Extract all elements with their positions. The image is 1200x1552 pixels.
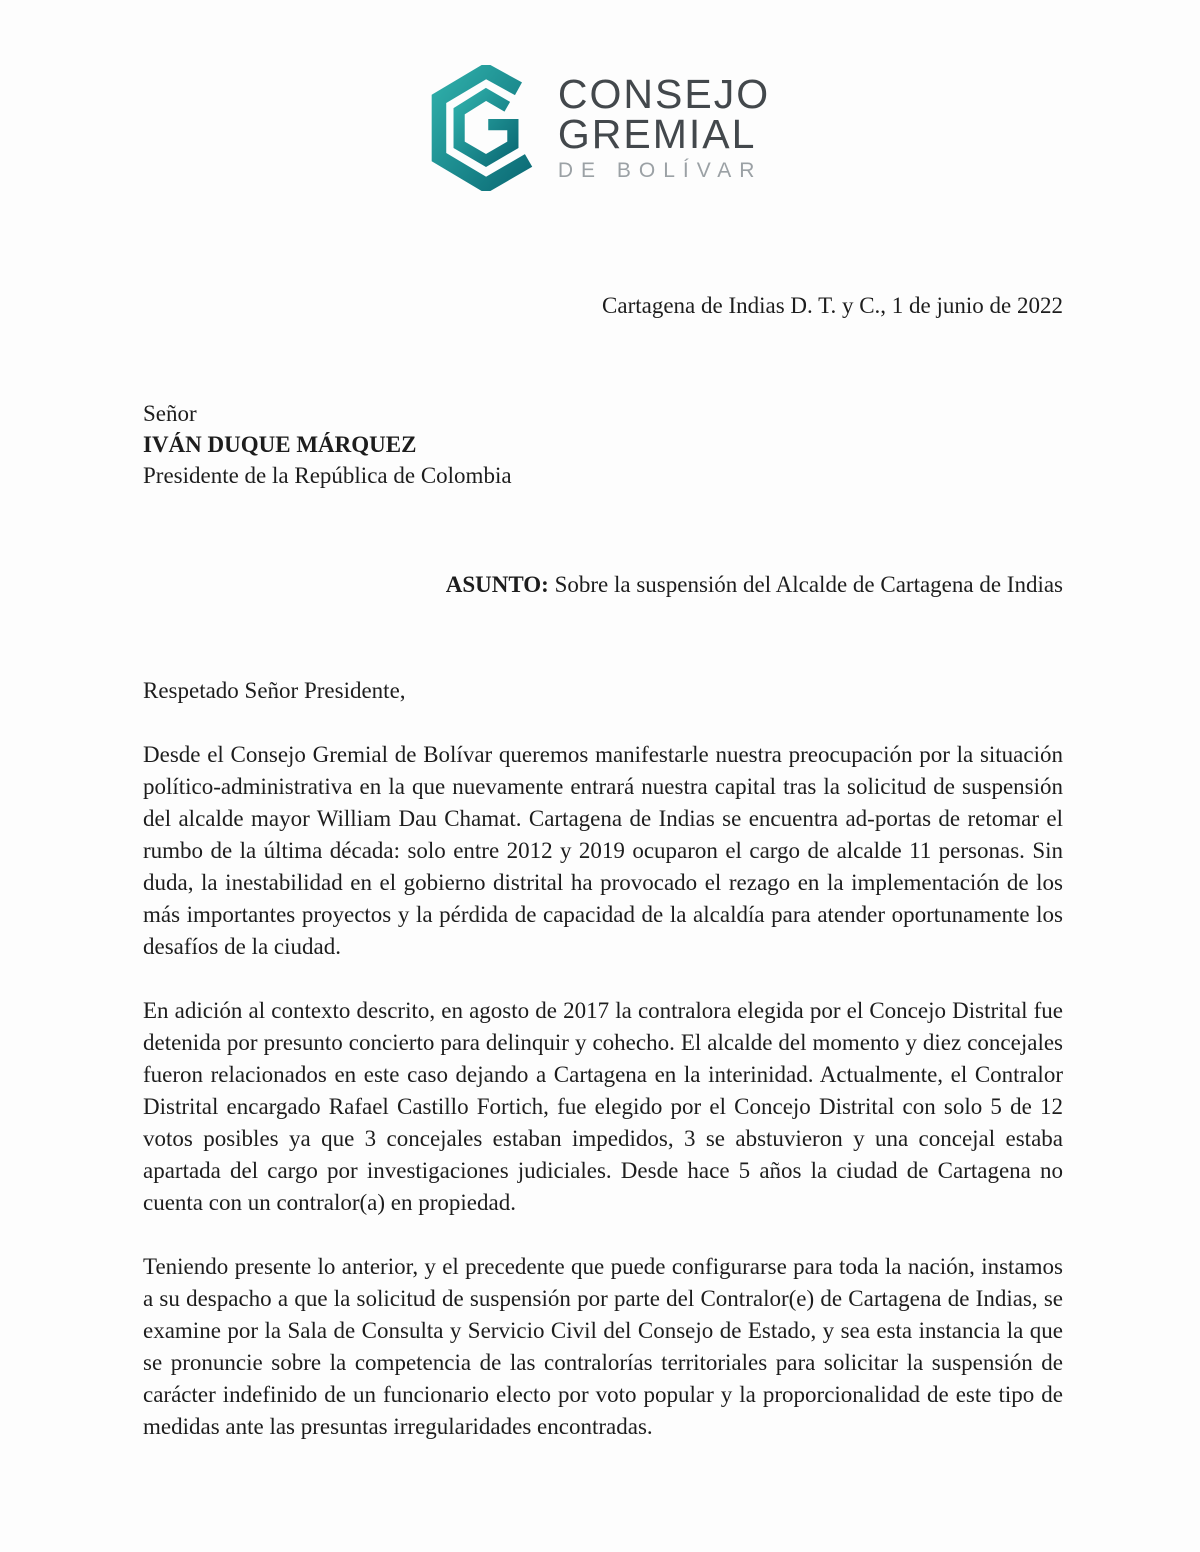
wordmark-line1: CONSEJO (557, 71, 771, 118)
letter-body (0, 290, 1200, 1443)
recipient-name: IVÁN DUQUE MÁRQUEZ (143, 432, 417, 457)
organization-wordmark (557, 71, 771, 182)
recipient-block (143, 398, 1063, 491)
recipient-salutation: Señor (143, 401, 197, 426)
subject-line (143, 569, 1063, 601)
paragraph-1: Desde el Consejo Gremial de Bolívar queremos manifestarle nuestra preocupación por la situación político-administrativa en la que nuevamente entrará nuestra capital tras la solicitud de suspensión del alcalde mayor William Dau Chamat. Cartagena de Indias se encuentra ad-portas de retomar el rumbo de la última década: solo entre 2012 y 2019 ocuparon el cargo de alcalde 11 personas. Sin duda, la inestabilidad en el gobierno distrital ha provocado el rezago en la implementación de los más importantes proyectos y la pérdida de capacidad de la alcaldía para atender oportunamente los desafíos de la ciudad. (143, 742, 1063, 959)
subject-label: ASUNTO: (445, 572, 549, 597)
recipient-title: Presidente de la República de Colombia (143, 463, 512, 488)
paragraph-2: En adición al contexto descrito, en agosto de 2017 la contralora elegida por el Concejo Distrital fue detenida por presunto concierto para delinquir y cohecho. El alcalde del momento y diez concejales fueron relacionados en este caso dejando a Cartagena en la interinidad. Actualmente, el Contralor Distrital encargado Rafael Castillo Fortich, fue elegido por el Concejo Distrital con solo 5 de 12 votos posibles ya que 3 concejales estaban impedidos, 3 se abstuvieron y una concejal estaba apartada del cargo por investigaciones judiciales. Desde hace 5 años la ciudad de Cartagena no cuenta con un contralor(a) en propiedad. (143, 998, 1063, 1215)
wordmark-subtitle: DE BOLÍVAR (557, 158, 763, 182)
paragraph-3: Teniendo presente lo anterior, y el precedente que puede configurarse para toda la nación, instamos a su despacho a que la solicitud de suspensión por parte del Contralor(e) de Cartagena de Indias, se examine por la Sala de Consulta y Servicio Civil del Consejo de Estado, y sea esta instancia la que se pronuncie sobre la competencia de las contralorías territoriales para solicitar la suspensión de carácter indefinido de un funcionario electo por voto popular y la proporcionalidad de este tipo de medidas ante las presuntas irregularidades encontradas. (143, 1254, 1063, 1439)
date-line: Cartagena de Indias D. T. y C., 1 de junio de 2022 (602, 293, 1063, 318)
wordmark-line2: GREMIAL (557, 110, 757, 157)
greeting-line: Respetado Señor Presidente, (143, 678, 406, 703)
letter-text (143, 675, 1063, 1443)
subject-text: Sobre la suspensión del Alcalde de Cartagena de Indias (548, 572, 1063, 597)
hexagon-g-logo-icon (430, 65, 542, 191)
organization-logo (0, 0, 1200, 194)
